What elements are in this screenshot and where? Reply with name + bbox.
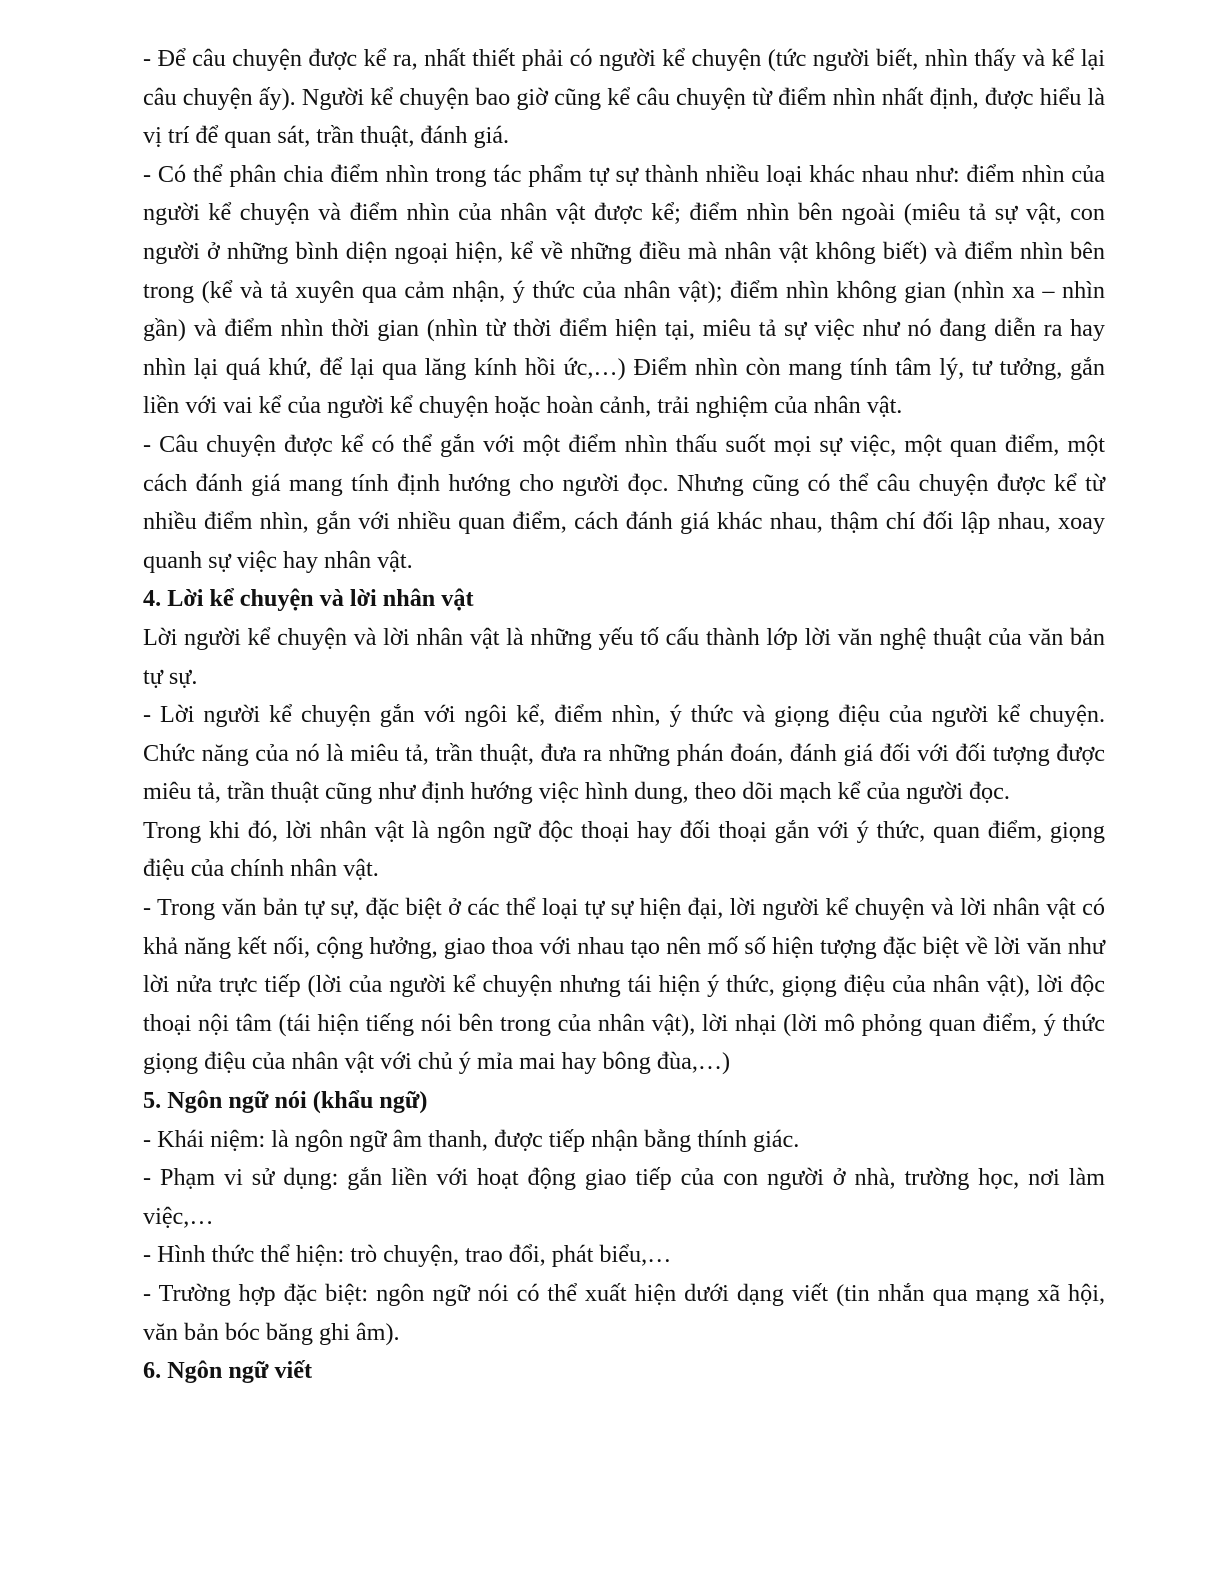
paragraph-narrator-viewpoint: - Để câu chuyện được kể ra, nhất thiết phải có người kể chuyện (tức người biết, nhìn thấy và kể lại câu chuyện ấy). Người kể chuyện bao giờ cũng kể câu chuyện từ điểm nhìn nhất định, được hiểu là vị trí để quan sát, trần thuật, đánh giá. — [143, 45, 1105, 150]
paragraph-viewpoint-types: - Có thể phân chia điểm nhìn trong tác phẩm tự sự thành nhiều loại khác nhau như: điểm nhìn của người kể chuyện và điểm nhìn của nhân vật được kể; điểm nhìn bên ngoài (miêu tả sự vật, con người ở những bình diện ngoại hiện, kể về những điều mà nhân vật không biết) và điểm nhìn bên trong (kể và tả xuyên qua cảm nhận, ý thức của nhân vật); điểm nhìn không gian (nhìn xa – nhìn gần) và điểm nhìn thời gian (nhìn từ thời điểm hiện tại, miêu tả sự việc như nó đang diễn ra hay nhìn lại quá khứ, để lại qua lăng kính hồi ức,…) Điểm nhìn còn mang tính tâm lý, tư tưởng, gắn liền với vai kể của người kể chuyện hoặc hoàn cảnh, trải nghiệm của nhân vật. — [143, 160, 1105, 420]
document-page — [143, 40, 1105, 1391]
paragraph-speech-interaction: - Trong văn bản tự sự, đặc biệt ở các thể loại tự sự hiện đại, lời người kể chuyện và lời nhân vật có khả năng kết nối, cộng hưởng, giao thoa với nhau tạo nên mố số hiện tượng đặc biệt về lời văn như lời nửa trực tiếp (lời của người kể chuyện nhưng tái hiện ý thức, giọng điệu của nhân vật), lời độc thoại nội tâm (tái hiện tiếng nói bên trong của nhân vật), lời nhại (lời mô phỏng quan điểm, ý thức giọng điệu của nhân vật với chủ ý mỉa mai hay bông đùa,…) — [143, 894, 1105, 1076]
section-heading-4: 4. Lời kể chuyện và lời nhân vật — [143, 585, 474, 613]
paragraph-narrative-speech-intro: Lời người kể chuyện và lời nhân vật là những yếu tố cấu thành lớp lời văn nghệ thuật của văn bản tự sự. — [143, 623, 1105, 690]
section-heading-6: 6. Ngôn ngữ viết — [143, 1357, 313, 1385]
paragraph-character-speech: Trong khi đó, lời nhân vật là ngôn ngữ độc thoại hay đối thoại gắn với ý thức, quan điểm, giọng điệu của chính nhân vật. — [143, 816, 1105, 883]
paragraph-multiple-viewpoints: - Câu chuyện được kể có thể gắn với một điểm nhìn thấu suốt mọi sự việc, một quan điểm, một cách đánh giá mang tính định hướng cho người đọc. Nhưng cũng có thể câu chuyện được kể từ nhiều điểm nhìn, gắn với nhiều quan điểm, cách đánh giá khác nhau, thậm chí đối lập nhau, xoay quanh sự việc hay nhân vật. — [143, 430, 1105, 574]
paragraph-spoken-scope: - Phạm vi sử dụng: gắn liền với hoạt động giao tiếp của con người ở nhà, trường học, nơi làm việc,… — [143, 1164, 1105, 1230]
paragraph-spoken-forms: - Hình thức thể hiện: trò chuyện, trao đổi, phát biểu,… — [143, 1241, 672, 1269]
paragraph-narrator-speech: - Lời người kể chuyện gắn với ngôi kể, điểm nhìn, ý thức và giọng điệu của người kể chuyện. Chức năng của nó là miêu tả, trần thuật, đưa ra những phán đoán, đánh giá đối với đối tượng được miêu tả, trần thuật cũng như định hướng việc hình dung, theo dõi mạch kể của người đọc. — [143, 701, 1105, 806]
paragraph-spoken-definition: - Khái niệm: là ngôn ngữ âm thanh, được tiếp nhận bằng thính giác. — [143, 1125, 800, 1153]
paragraph-spoken-special-case: - Trường hợp đặc biệt: ngôn ngữ nói có thể xuất hiện dưới dạng viết (tin nhắn qua mạng xã hội, văn bản bóc băng ghi âm). — [143, 1280, 1105, 1346]
section-heading-5: 5. Ngôn ngữ nói (khẩu ngữ) — [143, 1087, 428, 1115]
